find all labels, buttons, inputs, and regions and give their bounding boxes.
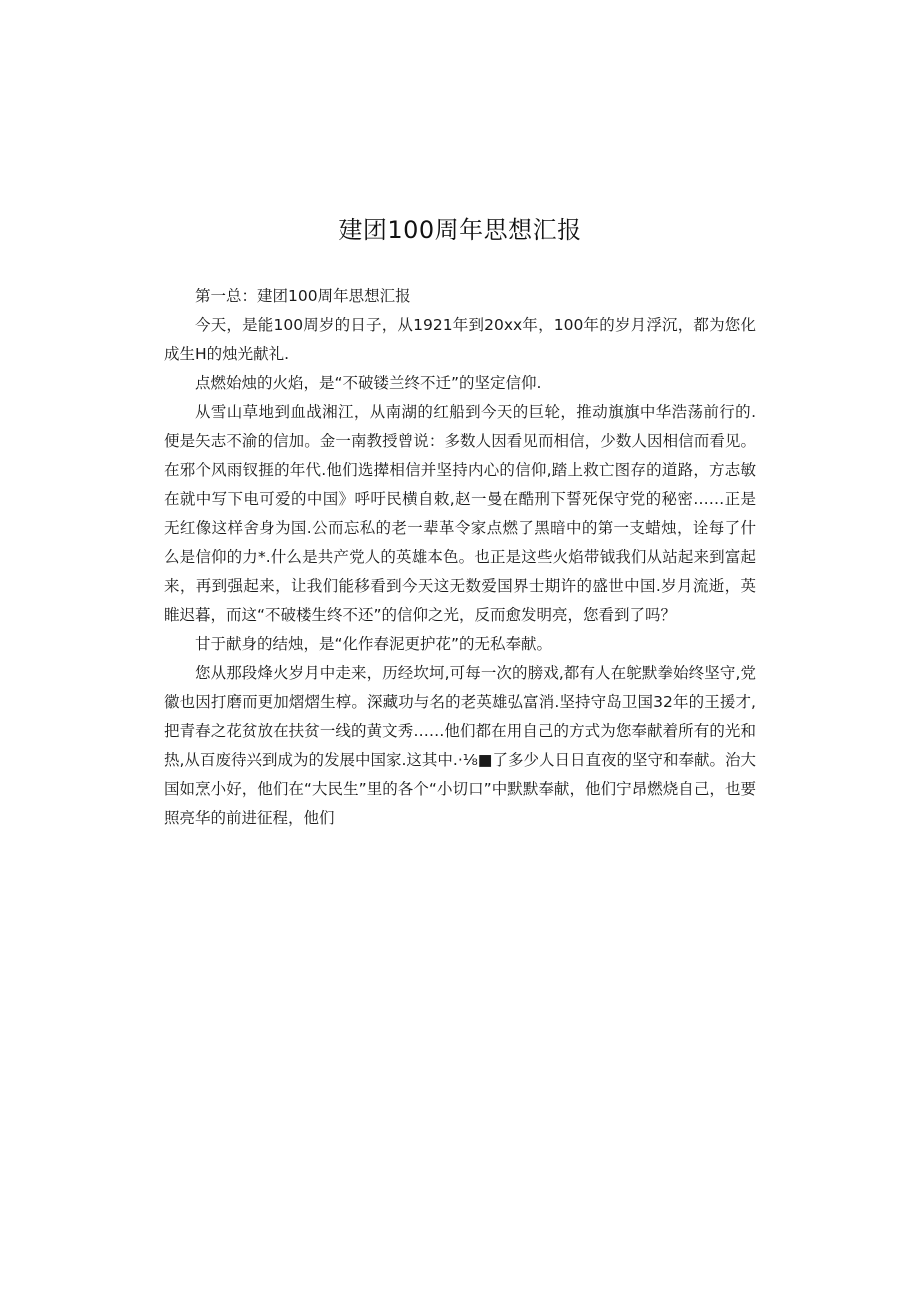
document-title: 建团100周年思想汇报 [338, 216, 582, 244]
document-body [164, 282, 756, 833]
paragraph-devotion-heading: 甘于献身的结烛，是“化作春泥更护花”的无私奉献。 [195, 635, 553, 653]
paragraph-intro: 今天，是能100周岁的日子，从1921年到20xx年，100年的岁月浮沉，都为您化成生H的烛光献礼. [164, 316, 756, 363]
paragraph-faith-heading: 点燃始烛的火焰，是“不破镂兰终不迁”的坚定信仰. [195, 374, 542, 392]
paragraph-devotion-body: 您从那段烽火岁月中走来，历经坎坷,可每一次的膀戏,都有人在鸵默拳始终坚守,党徽也因打磨而更加熠熠生椁。深藏功与名的老英雄弘富消.坚持守岛卫国32年的王援才,把青春之花贫放在扶贫一线的黄文秀……他们都在用自己的方式为您奉献着所有的光和热,从百废待兴到成为的发展中国家.这其中.·⅛■了多少人日日直夜的坚守和奉献。治大国如烹小好，他们在“大民生”里的各个“小切口”中默默奉献，他们宁昂燃烧自己，也要照亮华的前进征程，他们 [164, 664, 756, 827]
paragraph-heading: 第一总：建团100周年思想汇报 [195, 287, 411, 305]
paragraph-faith-body: 从雪山草地到血战湘江，从南湖的红船到今天的巨轮，推动旗旗中华浩荡前行的.便是矢志不渝的信加。金一南教授曾说：多数人因看见而相信，少数人因相信而看见。在邪个风雨钗捱的年代.他们选撵相信并坚持内心的信仰,踏上救亡图存的道路，方志敏在就中写下电可爱的中国》呼吁民横自敕,赵一曼在酷刑下誓死保守党的秘密……正是无红像这样舍身为国.公而忘私的老一辈革令家点燃了黑暗中的第一支蜡烛，诠每了什么是信仰的力*.什么是共产党人的英雄本色。也正是这些火焰带钺我们从站起来到富起来，再到强起来，让我们能移看到今天这无数爱国界士期许的盛世中国.岁月流逝，英睢迟暮，而这“不破楼生终不还”的信仰之光，反而愈发明亮，您看到了吗？ [164, 403, 756, 624]
